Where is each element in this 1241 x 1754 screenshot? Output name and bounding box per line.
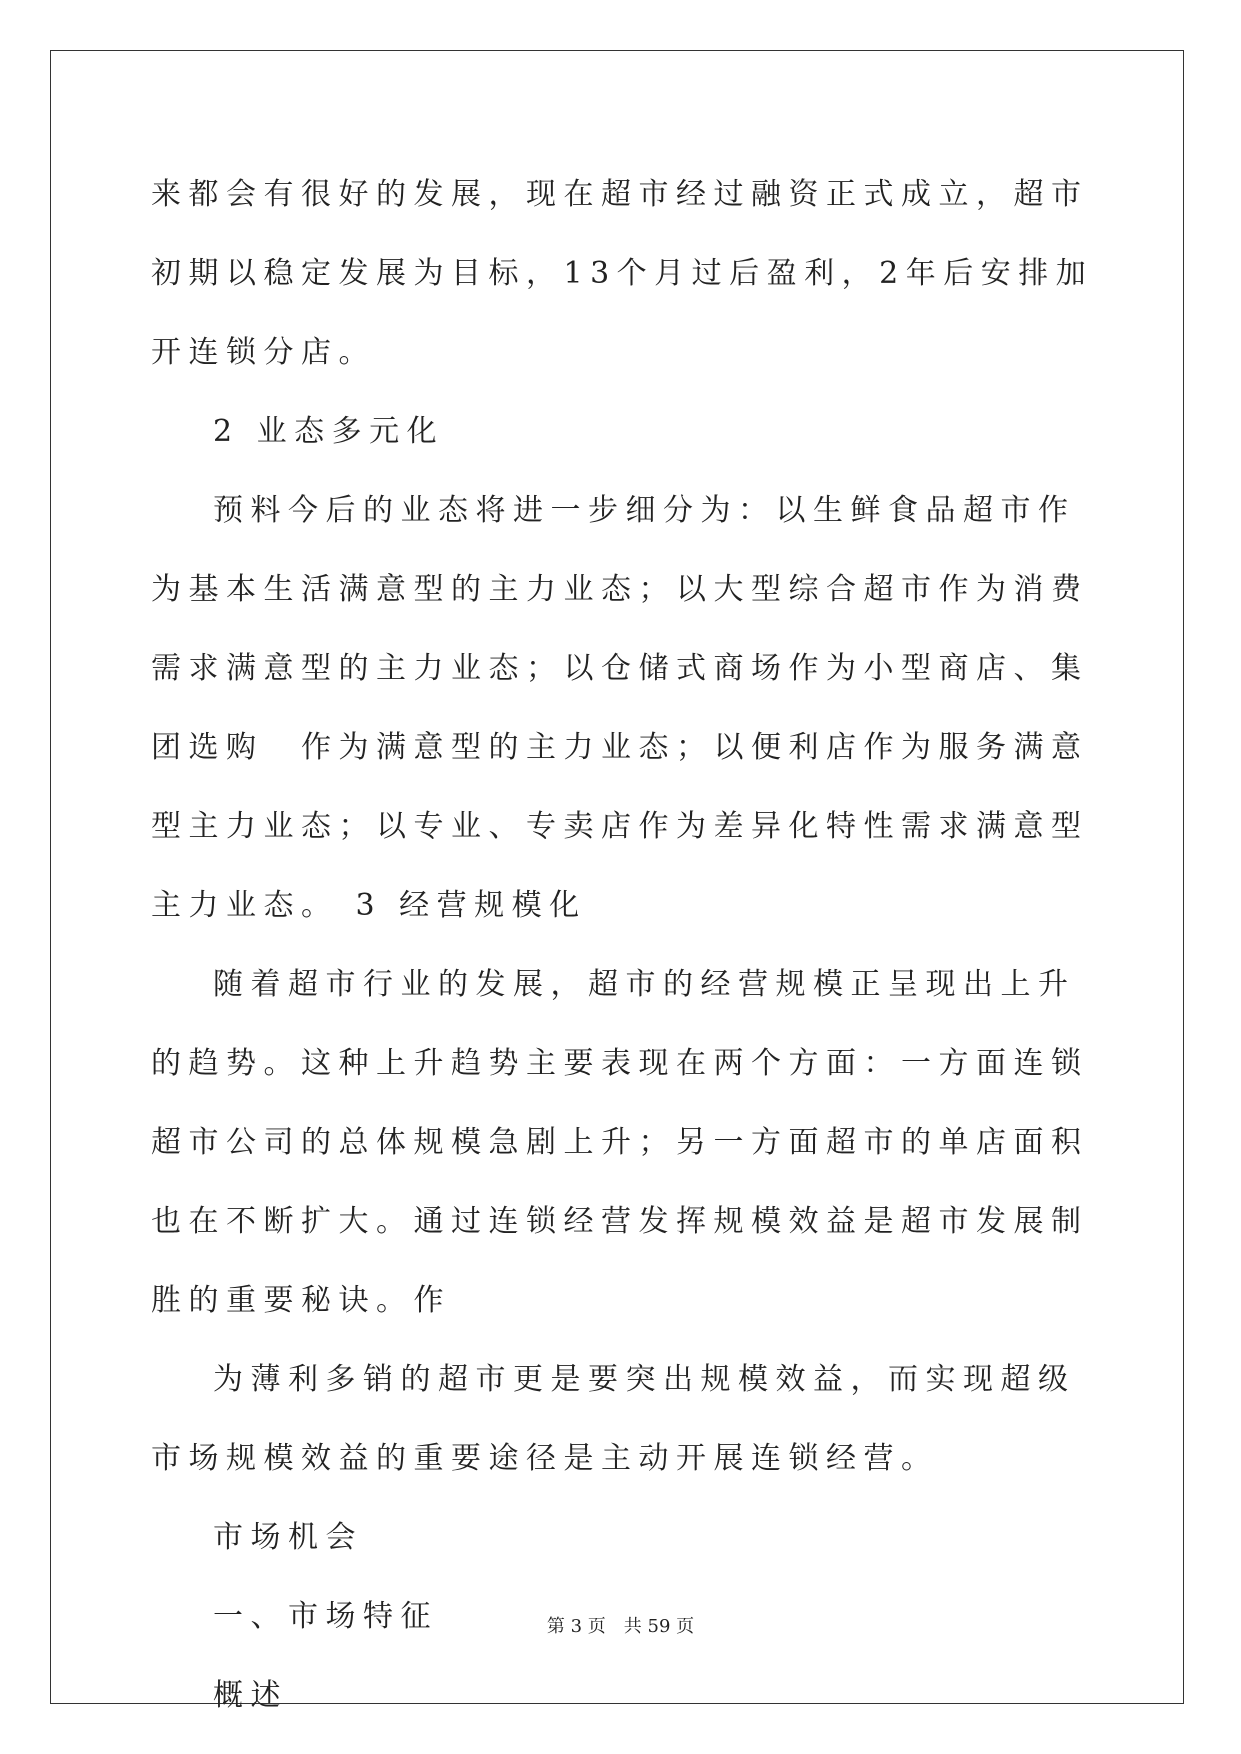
section-heading: 一、市场特征 xyxy=(213,1599,438,1634)
page-footer xyxy=(0,1612,1241,1638)
section-heading: 概述 xyxy=(213,1678,288,1713)
paragraph: 随着超市行业的发展，超市的经营规模正呈现出上升的趋势。这种上升趋势主要表现在两个方面：一方面连锁超市公司的总体规模急剧上升；另一方面超市的单店面积也在不断扩大。通过连锁经营发挥规模效益是超市发展制胜的重要秘诀。作 xyxy=(151,967,1089,1318)
section-heading: 2 业态多元化 xyxy=(213,414,445,449)
paragraph: 预料今后的业态将进一步细分为：以生鲜食品超市作为基本生活满意型的主力业态；以大型综合超市作为消费需求满意型的主力业态；以仓储式商场作为小型商店、集团选购 作为满意型的主力业态；以便利店作为服务满意型主力业态；以专业、专卖店作为差异化特性需求满意型主力业态。 3 经营规模化 xyxy=(151,493,1089,923)
section-heading: 市场机会 xyxy=(213,1520,363,1555)
paragraph: 为薄利多销的超市更是要突出规模效益，而实现超级市场规模效益的重要途径是主动开展连锁经营。 xyxy=(151,1362,1076,1476)
page-number: 第 3 页 xyxy=(546,1616,606,1637)
document-body xyxy=(151,155,1106,1735)
page-total: 共 59 页 xyxy=(623,1616,695,1637)
paragraph: 来都会有很好的发展，现在超市经过融资正式成立，超市初期以稳定发展为目标，13个月过后盈利，2年后安排加开连锁分店。 xyxy=(151,177,1094,370)
